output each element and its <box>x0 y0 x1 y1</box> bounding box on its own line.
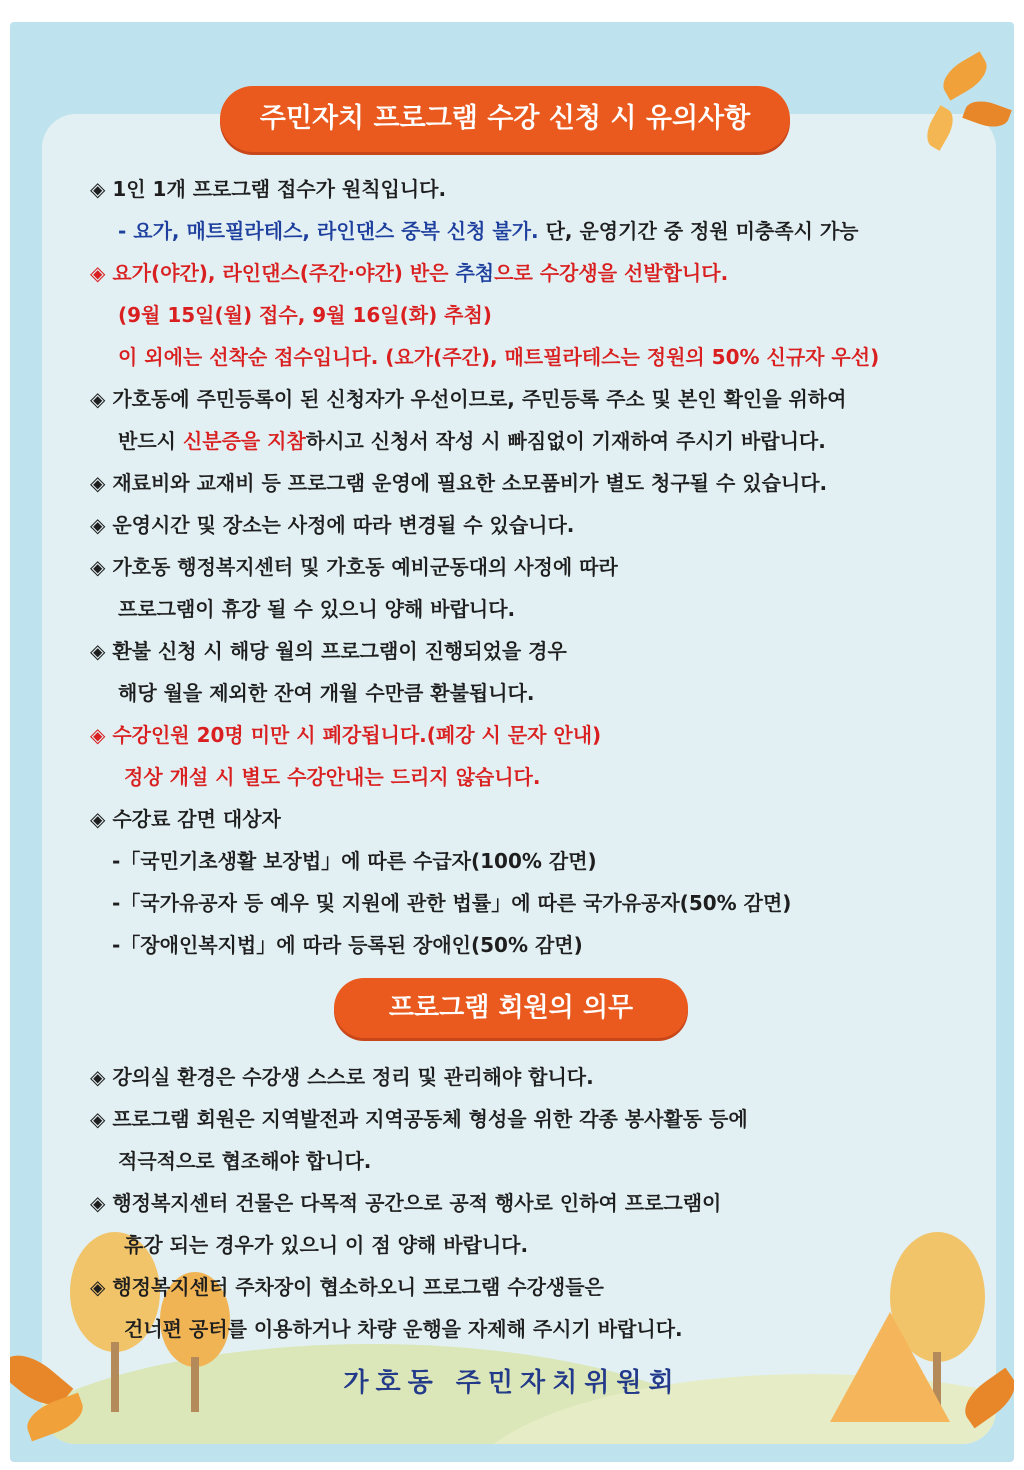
notice-item <box>90 258 728 288</box>
notice-list <box>90 174 970 964</box>
notice-item: ◈ 수강인원 20명 미만 시 폐강됩니다.(폐강 시 문자 안내) <box>90 723 602 747</box>
notice-item: ◈ 가호동 행정복지센터 및 가호동 예비군동대의 사정에 따라 <box>90 555 618 579</box>
duty-item: ◈ 프로그램 회원은 지역발전과 지역공동체 형성을 위한 각종 봉사활동 등에 <box>90 1107 748 1131</box>
notice-subitem: -「국민기초생활 보장법」에 따른 수급자(100% 감면) <box>112 849 597 873</box>
notice-line: (9월 15일(월) 접수, 9월 16일(화) 추첨) <box>118 303 492 327</box>
notice-item: ◈ 재료비와 교재비 등 프로그램 운영에 필요한 소모품비가 별도 청구될 수 있습니다. <box>90 471 828 495</box>
notice-line: 정상 개설 시 별도 수강안내는 드리지 않습니다. <box>124 765 541 789</box>
notice-emphasis: 신분증을 지참 <box>182 429 306 453</box>
duty-item: ◈ 강의실 환경은 수강생 스스로 정리 및 관리해야 합니다. <box>90 1065 594 1089</box>
leaf-decoration <box>936 51 993 100</box>
notice-line: 이 외에는 선착순 접수입니다. (요가(주간), 매트필라테스는 정원의 50% 신규자 우선) <box>118 345 880 369</box>
duty-line: 건너편 공터를 이용하거나 차량 운행을 자제해 주시기 바랍니다. <box>124 1317 683 1341</box>
notice-text: 반드시 <box>118 429 183 453</box>
tree-trunk-decoration <box>191 1357 199 1412</box>
notice-item: ◈ 1인 1개 프로그램 접수가 원칙입니다. <box>90 177 447 201</box>
duty-item: ◈ 행정복지센터 건물은 다목적 공간으로 공적 행사로 인하여 프로그램이 <box>90 1191 722 1215</box>
notice-item: ◈ 가호동에 주민등록이 된 신청자가 우선이므로, 주민등록 주소 및 본인 확인을 위하여 <box>90 387 847 411</box>
notice-text: ◈ 요가(야간), 라인댄스(주간·야간) 반은 <box>90 261 456 285</box>
notice-item: ◈ 수강료 감면 대상자 <box>90 807 281 831</box>
duty-list <box>90 1062 970 1342</box>
page-title: 주민자치 프로그램 수강 신청 시 유의사항 <box>220 86 790 152</box>
tree-trunk-decoration <box>111 1342 119 1412</box>
duty-title: 프로그램 회원의 의무 <box>334 978 688 1038</box>
notice-line: 프로그램이 휴강 될 수 있으니 양해 바랍니다. <box>118 597 516 621</box>
notice-subitem: -「장애인복지법」에 따라 등록된 장애인(50% 감면) <box>112 933 583 957</box>
notice-text: 하시고 신청서 작성 시 빠짐없이 기재하여 주시기 바랍니다. <box>305 429 826 453</box>
signature: 가호동 주민자치위원회 <box>343 1368 681 1398</box>
duty-item: ◈ 행정복지센터 주차장이 협소하오니 프로그램 수강생들은 <box>90 1275 604 1299</box>
notice-item: ◈ 운영시간 및 장소는 사정에 따라 변경될 수 있습니다. <box>90 513 575 537</box>
notice-text: 단, 운영기간 중 정원 미충족시 가능 <box>538 219 859 243</box>
notice-emphasis: 추첨 <box>455 261 495 285</box>
notice-subitem: -「국가유공자 등 예우 및 지원에 관한 법률」에 따른 국가유공자(50% 감면) <box>112 891 792 915</box>
notice-item: ◈ 환불 신청 시 해당 월의 프로그램이 진행되었을 경우 <box>90 639 567 663</box>
notice-line: 해당 월을 제외한 잔여 개월 수만큼 환불됩니다. <box>118 681 535 705</box>
notice-line <box>118 426 826 456</box>
duty-line: 적극적으로 협조해야 합니다. <box>118 1149 372 1173</box>
notice-emphasis: - 요가, 매트필라테스, 라인댄스 중복 신청 불가. <box>118 219 539 243</box>
notice-text: 으로 수강생을 선발합니다. <box>494 261 729 285</box>
notice-subitem <box>118 216 859 246</box>
duty-line: 휴강 되는 경우가 있으니 이 점 양해 바랍니다. <box>124 1233 529 1257</box>
